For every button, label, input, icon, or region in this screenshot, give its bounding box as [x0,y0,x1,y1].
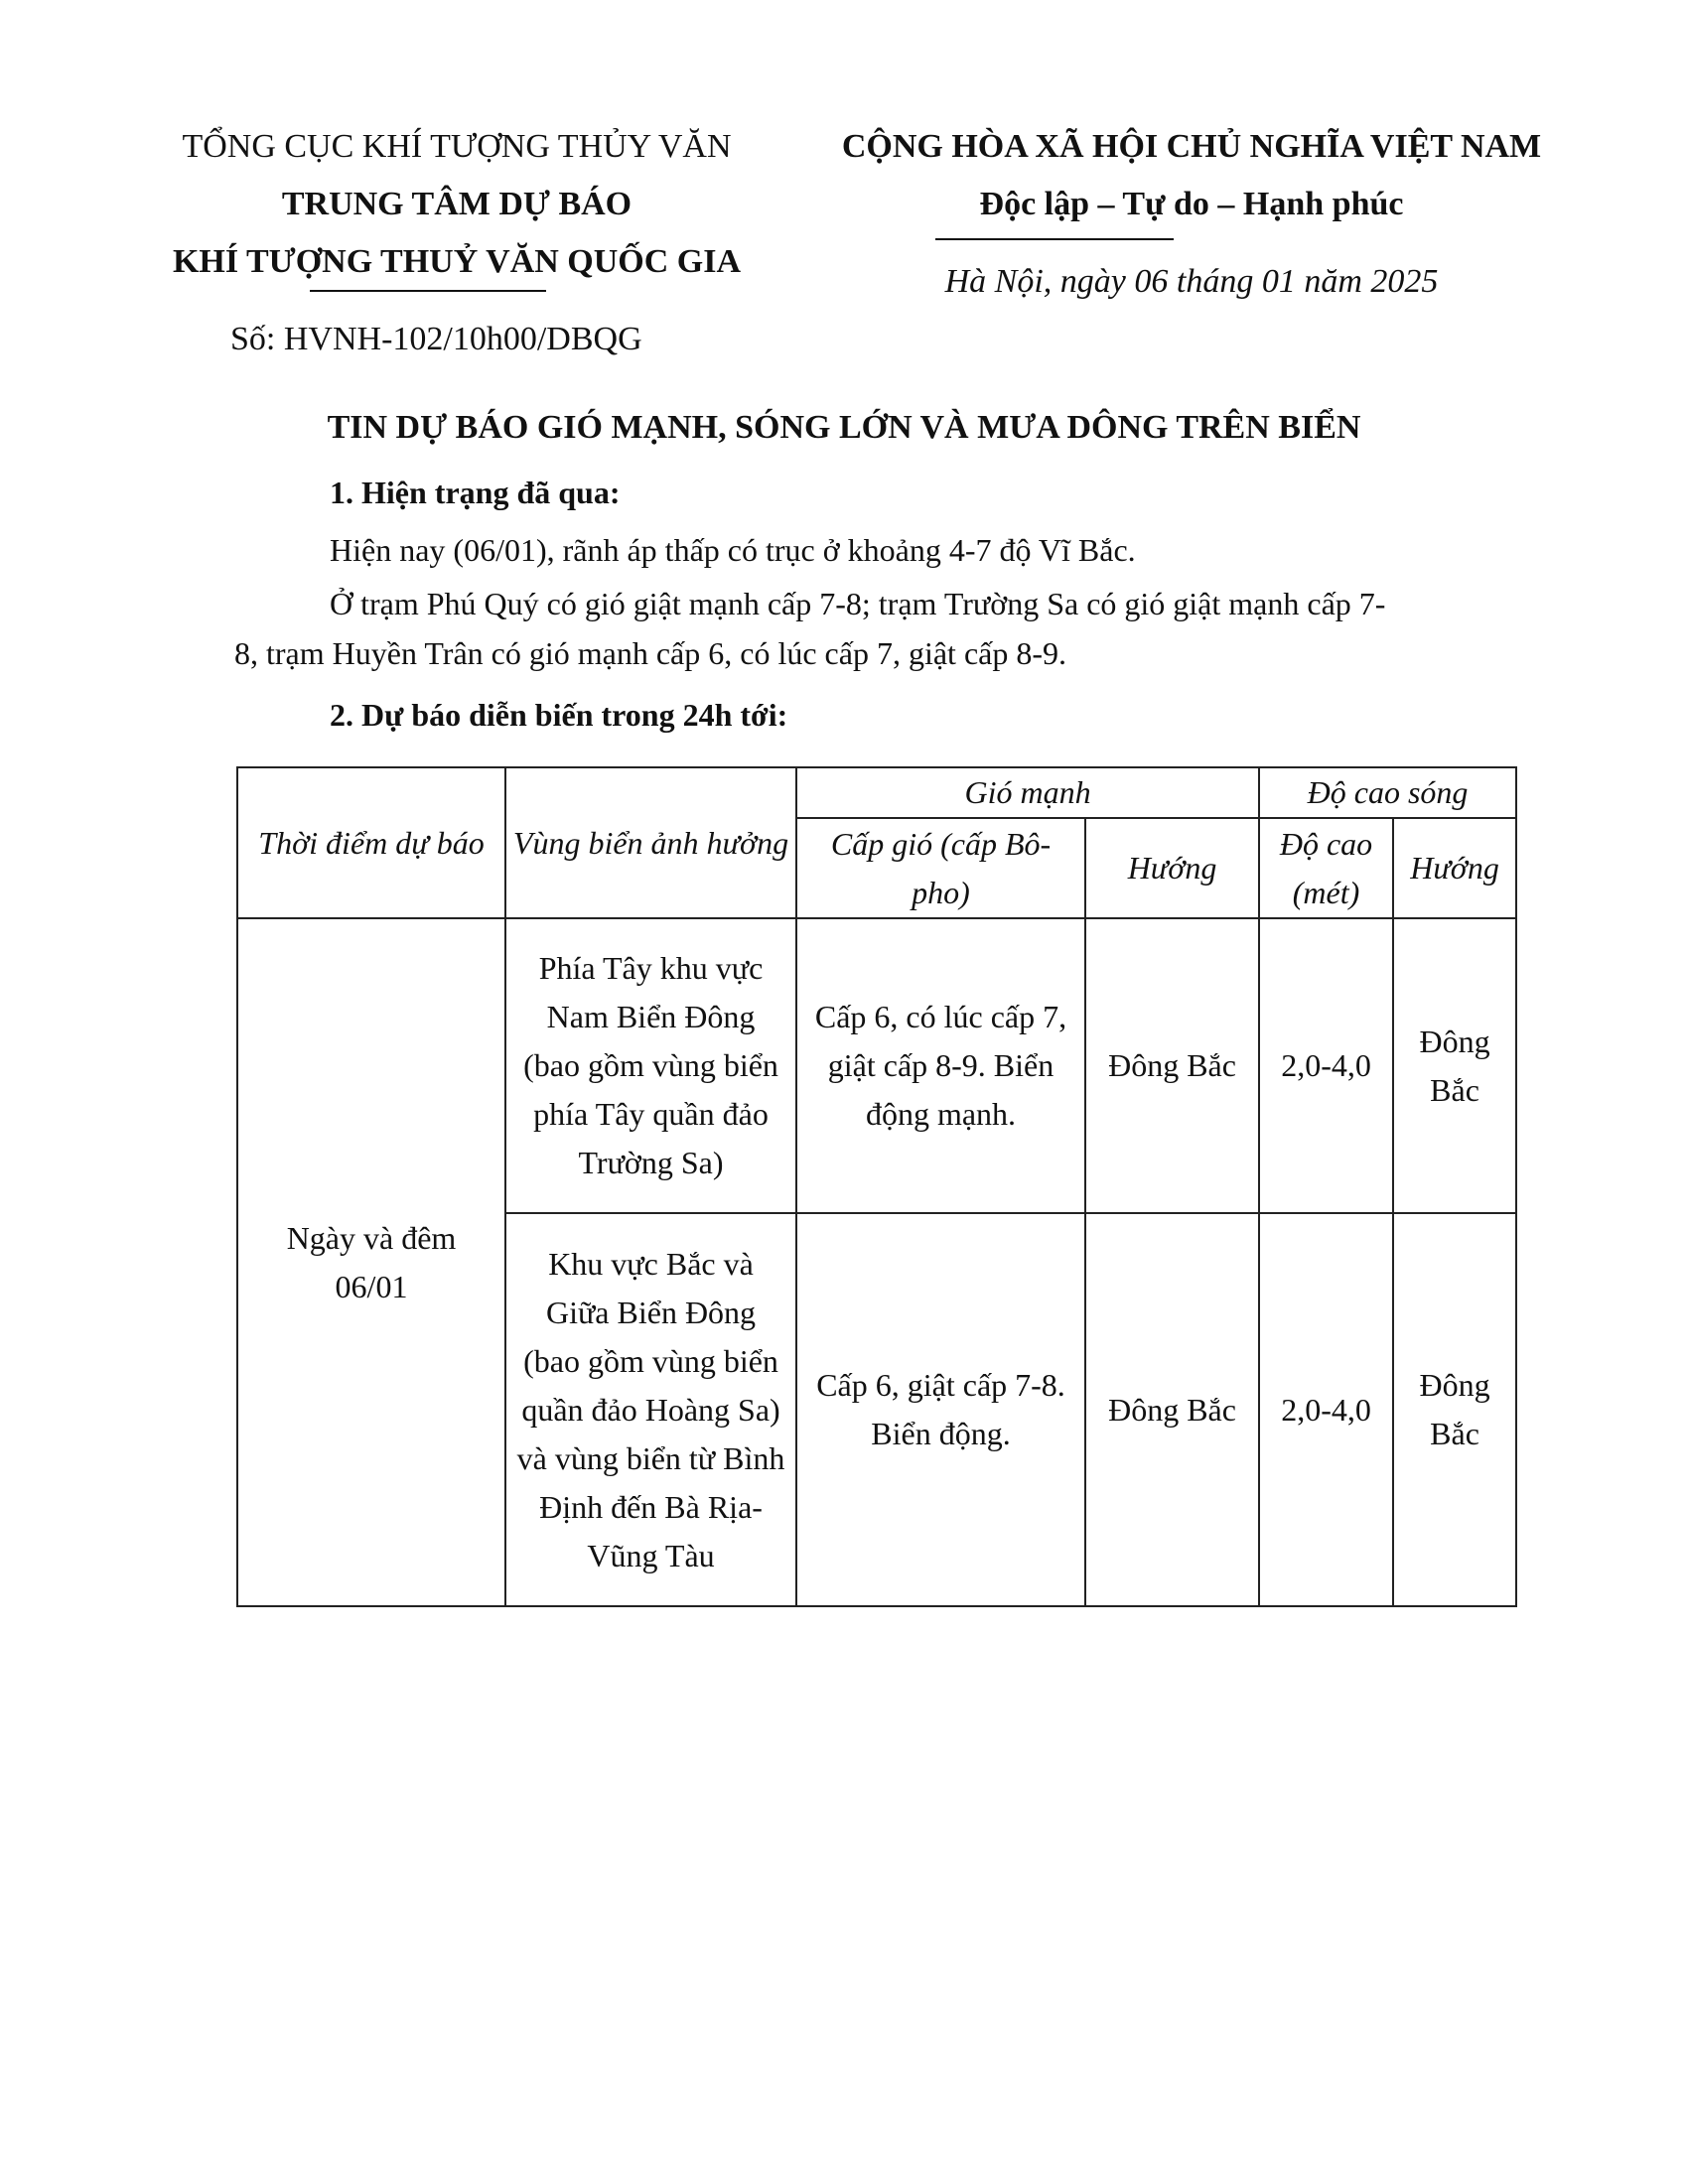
header-wave-direction: Hướng [1393,818,1516,918]
section1-paragraph2-line2: 8, trạm Huyền Trân có gió mạnh cấp 6, có lúc cấp 7, giật cấp 8-9. [234,635,1066,671]
header-strong-wind: Gió mạnh [796,767,1259,818]
header-left-divider [310,290,546,292]
header-wind-direction: Hướng [1085,818,1259,918]
place-date: Hà Nội, ngày 06 tháng 01 năm 2025 [944,263,1439,300]
cell-wave-height: 2,0-4,0 [1259,918,1393,1213]
cell-wind-direction: Đông Bắc [1085,918,1259,1213]
cell-region: Khu vực Bắc và Giữa Biển Đông (bao gồm vùng biển quần đảo Hoàng Sa) và vùng biển từ Bình Định đến Bà Rịa-Vũng Tàu [505,1213,796,1606]
cell-wind-direction: Đông Bắc [1085,1213,1259,1606]
cell-wave-height: 2,0-4,0 [1259,1213,1393,1606]
agency-parent: TỔNG CỤC KHÍ TƯỢNG THỦY VĂN [182,128,732,165]
cell-region: Phía Tây khu vực Nam Biển Đông (bao gồm vùng biển phía Tây quần đảo Trường Sa) [505,918,796,1213]
document-number: Số: HVNH-102/10h00/DBQG [230,321,642,357]
national-motto: Độc lập – Tự do – Hạnh phúc [979,186,1404,222]
header-wave-height-group: Độ cao sóng [1259,767,1516,818]
table-row [237,918,1516,1213]
header-forecast-time: Thời điểm dự báo [237,767,505,918]
agency-name-line2: KHÍ TƯỢNG THUỶ VĂN QUỐC GIA [172,243,742,280]
cell-wave-direction: Đông Bắc [1393,1213,1516,1606]
section1-paragraph2-line1: Ở trạm Phú Quý có gió giật mạnh cấp 7-8; trạm Trường Sa có gió giật mạnh cấp 7- [330,586,1386,621]
section1-paragraph1: Hiện nay (06/01), rãnh áp thấp có trục ở khoảng 4-7 độ Vĩ Bắc. [330,532,1136,568]
forecast-table [236,766,1517,1607]
document-title: TIN DỰ BÁO GIÓ MẠNH, SÓNG LỚN VÀ MƯA DÔNG TRÊN BIỂN [327,409,1361,446]
cell-wind-level: Cấp 6, giật cấp 7-8. Biển động. [796,1213,1085,1606]
header-wave-height: Độ cao (mét) [1259,818,1393,918]
section1-heading: 1. Hiện trạng đã qua: [330,475,621,510]
header-right-divider [935,238,1174,240]
cell-wind-level: Cấp 6, có lúc cấp 7, giật cấp 8-9. Biển động mạnh. [796,918,1085,1213]
header-wind-level: Cấp gió (cấp Bô-pho) [796,818,1085,918]
header-affected-region: Vùng biển ảnh hưởng [505,767,796,918]
country-name: CỘNG HÒA XÃ HỘI CHỦ NGHĨA VIỆT NAM [841,128,1542,165]
cell-forecast-time: Ngày và đêm 06/01 [237,918,505,1606]
cell-wave-direction: Đông Bắc [1393,918,1516,1213]
section2-heading: 2. Dự báo diễn biến trong 24h tới: [330,697,788,733]
agency-name-line1: TRUNG TÂM DỰ BÁO [281,186,633,222]
